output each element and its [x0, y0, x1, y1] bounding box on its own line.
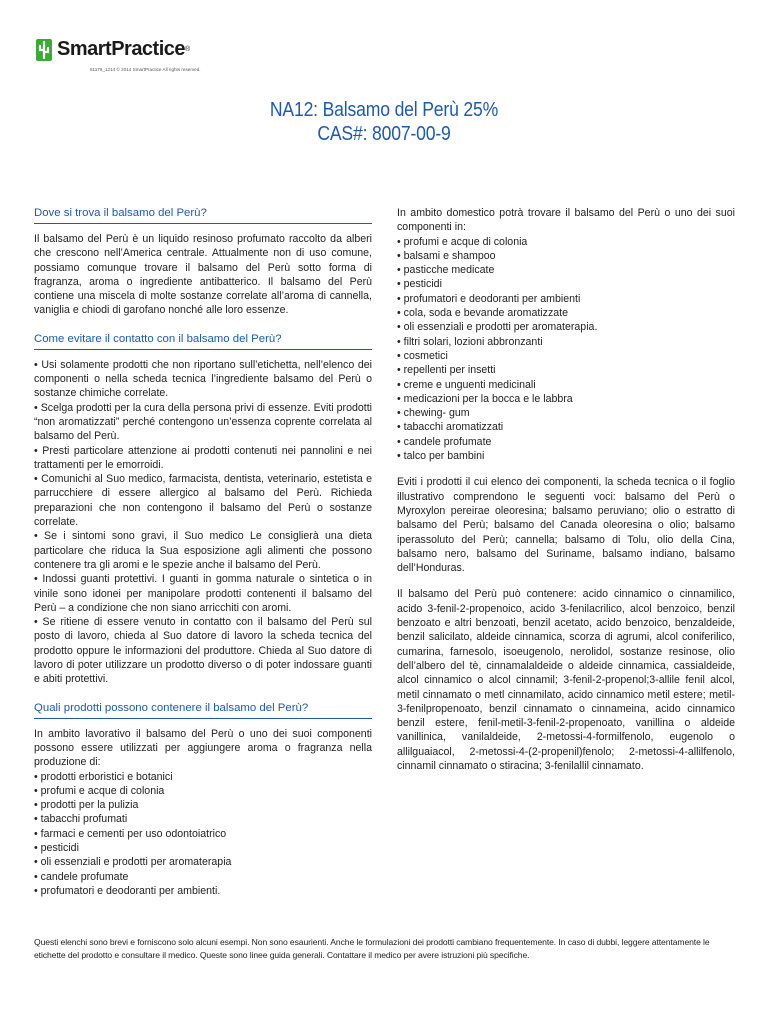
cactus-icon [36, 39, 52, 61]
list-item: • filtri solari, lozioni abbronzanti [397, 335, 735, 349]
list-item: • tabacchi aromatizzati [397, 420, 735, 434]
list-item: • talco per bambini [397, 449, 735, 463]
synonyms-text: Eviti i prodotti il cui elenco dei componenti, la scheda tecnica o il foglio illustrativo comprendono le seguenti voci: balsamo del Perù o Myroxylon pereirae oleoresina; balsamo peruviano; olio o estratto di balsamo del Perù; balsamo del Canada oleoresina o olio; balsamo iperassoluto del Perù; cannella; balsamo di Tolu, olio della Cina, balsamo nero, balsamo del Suriname, balsamo indiano, balsamo dell’Honduras. [397, 476, 735, 575]
title-allergen: NA12: Balsamo del Perù 25% [269, 99, 499, 121]
brand-logo [36, 38, 190, 61]
list-item: • oli essenziali e prodotti per aromaterapia. [397, 320, 735, 334]
list-item: • profumi e acque di colonia [397, 235, 735, 249]
list-item: • Usi solamente prodotti che non riportano sull’etichetta, nell’elenco dei componenti o nella scheda tecnica l’ingrediente balsamo del Perù o sostanze chimiche correlate. [34, 358, 372, 401]
heading-where-found: Dove si trova il balsamo del Perù? [34, 206, 372, 224]
list-item: • candele profumate [34, 870, 372, 884]
components-text: Il balsamo del Perù può contenere: acido cinnamico o cinnamilico, acido 3-fenil-2-propenoico, acido 3-fenilacrilico, alcol benzoico, benzil benzoato e altri benzoati, benzil acetato, acido benzoico, benzaldeide, benzil salicilato, aldeide cinnamica, scorza di agrumi, alcol coniferilico, cumarina, farnesolo, isoeugenolo, nerolidol, sostanze resinose, olio dell’albero del tè, cinnamalaldeide o aldeide cinnamica, cassialdeide, alcol cinnamico o alcol cinnamil; 3-fenil-2-propenol;3-allile fenil alcol, metil cinnamato o metl cinnamilato, acido cinnamico metil estere; metil-3-fenilpropenoato, benzil cinnamato o cinnameina, acido cinnamico benzil estere, fenil-metil-3-fenil-2-propenoato, vanillina o aldeide vanillinica, vanilaldeide, 2-metossi-4-formilfenolo, eugenolo o allilguaiacol, 2-metossi-4-(2-propenil)fenolo; 2-metossi-4-allilfenolo, cinnamil cinnamato o stiracina; 3-fenilallil cinnamato. [397, 588, 735, 772]
left-column [34, 206, 372, 898]
list-item: • farmaci e cementi per uso odontoiatrico [34, 827, 372, 841]
list-item: • profumi e acque di colonia [34, 784, 372, 798]
list-item: • tabacchi profumati [34, 812, 372, 826]
home-products-list [397, 235, 735, 464]
list-item: • chewing- gum [397, 406, 735, 420]
brand-name: SmartPractice [57, 38, 186, 60]
registered-mark-icon: ® [185, 46, 191, 53]
list-item: • profumatori e deodoranti per ambienti [397, 292, 735, 306]
where-found-text: Il balsamo del Perù è un liquido resinoso profumato raccolto da alberi che crescono nell’America centrale. Attualmente non di uso comune, possiamo comunque trovare il balsamo del Perù sotto forma di fragranza, aroma o ingrediente antibatterico. Il balsamo del Perù contiene una miscela di molte sostanze correlate all’aroma di cannella, vaniglia e chiodi di garofano nonché alle loro essenze. [34, 233, 372, 317]
list-item: • repellenti per insetti [397, 363, 735, 377]
home-intro: In ambito domestico potrà trovare il balsamo del Perù o uno dei suoi componenti in: [397, 207, 735, 234]
list-item: • cola, soda e bevande aromatizzate [397, 306, 735, 320]
list-item: • cosmetici [397, 349, 735, 363]
footer-disclaimer: Questi elenchi sono brevi e forniscono solo alcuni esempi. Non sono esaurienti. Anche le formulazioni dei prodotti cambiano frequentemente. In caso di dubbi, leggere attentamente le etichette del prodotto e consultare il medico. Queste sono linee guida generali. Contattare il medico per avere istruzioni più specifiche. [34, 937, 710, 960]
list-item: • Comunichi al Suo medico, farmacista, dentista, veterinario, estetista e parrucchiere di essere allergico al balsamo del Perù. Richieda preparazioni che non contengono il balsamo del Perù o sostanze correlate. [34, 472, 372, 529]
list-item: • pesticidi [397, 277, 735, 291]
work-products-list [34, 770, 372, 899]
list-item: • candele profumate [397, 435, 735, 449]
heading-products: Quali prodotti possono contenere il balsamo del Perù? [34, 701, 372, 719]
list-item: • oli essenziali e prodotti per aromaterapia [34, 855, 372, 869]
list-item: • pesticidi [34, 841, 372, 855]
list-item: • creme e unguenti medicinali [397, 378, 735, 392]
products-intro: In ambito lavorativo il balsamo del Perù o uno dei suoi componenti possono essere utilizzati per aggiungere aroma o fragranza nella produzione di: [34, 727, 372, 769]
title-cas-number: CAS#: 8007-00-9 [317, 123, 451, 145]
page-title [0, 98, 768, 146]
list-item: • Se ritiene di essere venuto in contatto con il balsamo del Perù sul posto di lavoro, chieda al Suo datore di lavoro la scheda tecnica del prodotto oppure le informazioni del produttore. Chieda al Suo datore di lavoro di poter utilizzare un prodotto diverso o di poter indossare guanti e abiti protettivi. [34, 615, 372, 686]
avoid-contact-list [34, 358, 372, 687]
list-item: • medicazioni per la bocca e le labbra [397, 392, 735, 406]
copyright-note: 81178_1214 © 2014 SmartPractice All rights reserved. [90, 67, 201, 72]
list-item: • prodotti per la pulizia [34, 798, 372, 812]
heading-avoid-contact: Come evitare il contatto con il balsamo del Perù? [34, 332, 372, 350]
list-item: • Presti particolare attenzione ai prodotti contenuti nei pannolini e nei trattamenti per le emorroidi. [34, 444, 372, 473]
list-item: • balsami e shampoo [397, 249, 735, 263]
right-column [397, 206, 735, 773]
list-item: • prodotti erboristici e botanici [34, 770, 372, 784]
list-item: • pasticche medicate [397, 263, 735, 277]
list-item: • Scelga prodotti per la cura della persona privi di essenze. Eviti prodotti “non aromatizzati” perché contengono un’essenza coprente correlata al balsamo del Perù. [34, 401, 372, 444]
list-item: • profumatori e deodoranti per ambienti. [34, 884, 372, 898]
list-item: • Indossi guanti protettivi. I guanti in gomma naturale o sintetica o in vinile sono idonei per manipolare prodotti contenenti il balsamo del Perù – a condizione che non siano arricchiti con aromi. [34, 572, 372, 615]
list-item: • Se i sintomi sono gravi, il Suo medico Le consiglierà una dieta particolare che riduca la Sua esposizione agli alimenti che possono contenere tra gli aromi e le spezie anche il balsamo del Perù. [34, 529, 372, 572]
